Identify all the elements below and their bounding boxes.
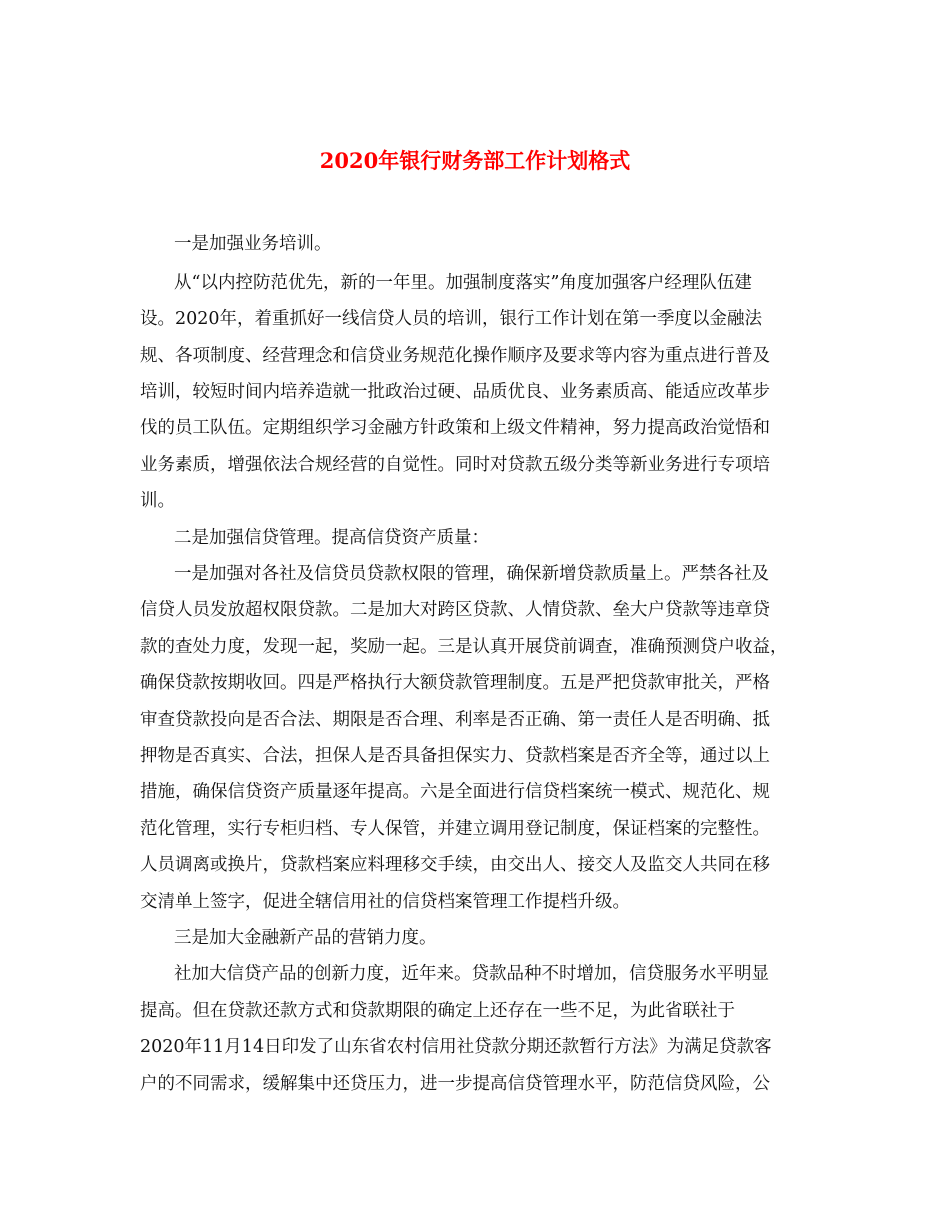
text-line: 措施，确保信贷资产质量逐年提高。六是全面进行信贷档案统一模式、规范化、规 [140, 782, 770, 802]
text-line: 押物是否真实、合法，担保人是否具备担保实力、贷款档案是否齐全等，通过以上 [140, 746, 770, 766]
text-line: 从“以内控防范优先，新的一年里。加强制度落实”角度加强客户经理队伍建 [174, 273, 752, 293]
text-line: 款的查处力度，发现一起，奖励一起。三是认真开展贷前调查，准确预测贷户收益， [140, 637, 788, 657]
text-line: 审查贷款投向是否合法、期限是否合理、利率是否正确、第一责任人是否明确、抵 [140, 710, 770, 730]
text-line: 伐的员工队伍。定期组织学习金融方针政策和上级文件精神，努力提高政治觉悟和 [140, 418, 770, 438]
text-line: 规、各项制度、经营理念和信贷业务规范化操作顺序及要求等内容为重点进行普及 [140, 346, 770, 366]
text-line: 提高。但在贷款还款方式和贷款期限的确定上还存在一些不足，为此省联社于 [140, 1001, 735, 1021]
text-line: 人员调离或换片，贷款档案应料理移交手续，由交出人、接交人及监交人共同在移 [140, 855, 770, 875]
text-line: 三是加大金融新产品的营销力度。 [174, 928, 437, 948]
text-line: 一是加强对各社及信贷员贷款权限的管理，确保新增贷款质量上。严禁各社及 [174, 564, 769, 584]
text-line: 2020年11月14日印发了山东省农村信用社贷款分期还款暂行方法》为满足贷款客 [140, 1037, 772, 1057]
document-title: 2020年银行财务部工作计划格式 [319, 148, 631, 173]
text-line: 信贷人员发放超权限贷款。二是加大对跨区贷款、人情贷款、垒大户贷款等违章贷 [140, 600, 770, 620]
text-line: 社加大信贷产品的创新力度，近年来。贷款品种不时增加，信贷服务水平明显 [174, 964, 769, 984]
text-line: 交清单上签字，促进全辖信用社的信贷档案管理工作提档升级。 [140, 892, 630, 912]
text-line: 确保贷款按期收回。四是严格执行大额贷款管理制度。五是严把贷款审批关，严格 [140, 673, 770, 693]
text-line: 业务素质，增强依法合规经营的自觉性。同时对贷款五级分类等新业务进行专项培 [140, 455, 770, 475]
text-line: 二是加强信贷管理。提高信贷资产质量： [174, 528, 489, 548]
text-line: 训。 [140, 491, 175, 511]
text-line: 一是加强业务培训。 [174, 234, 332, 254]
text-line: 设。2020年，着重抓好一线信贷人员的培训，银行工作计划在第一季度以金融法 [140, 309, 763, 329]
text-line: 户的不同需求，缓解集中还贷压力，进一步提高信贷管理水平，防范信贷风险，公 [140, 1074, 770, 1094]
text-line: 范化管理，实行专柜归档、专人保管，并建立调用登记制度，保证档案的完整性。 [140, 819, 770, 839]
text-line: 培训，较短时间内培养造就一批政治过硬、品质优良、业务素质高、能适应改革步 [140, 382, 770, 402]
